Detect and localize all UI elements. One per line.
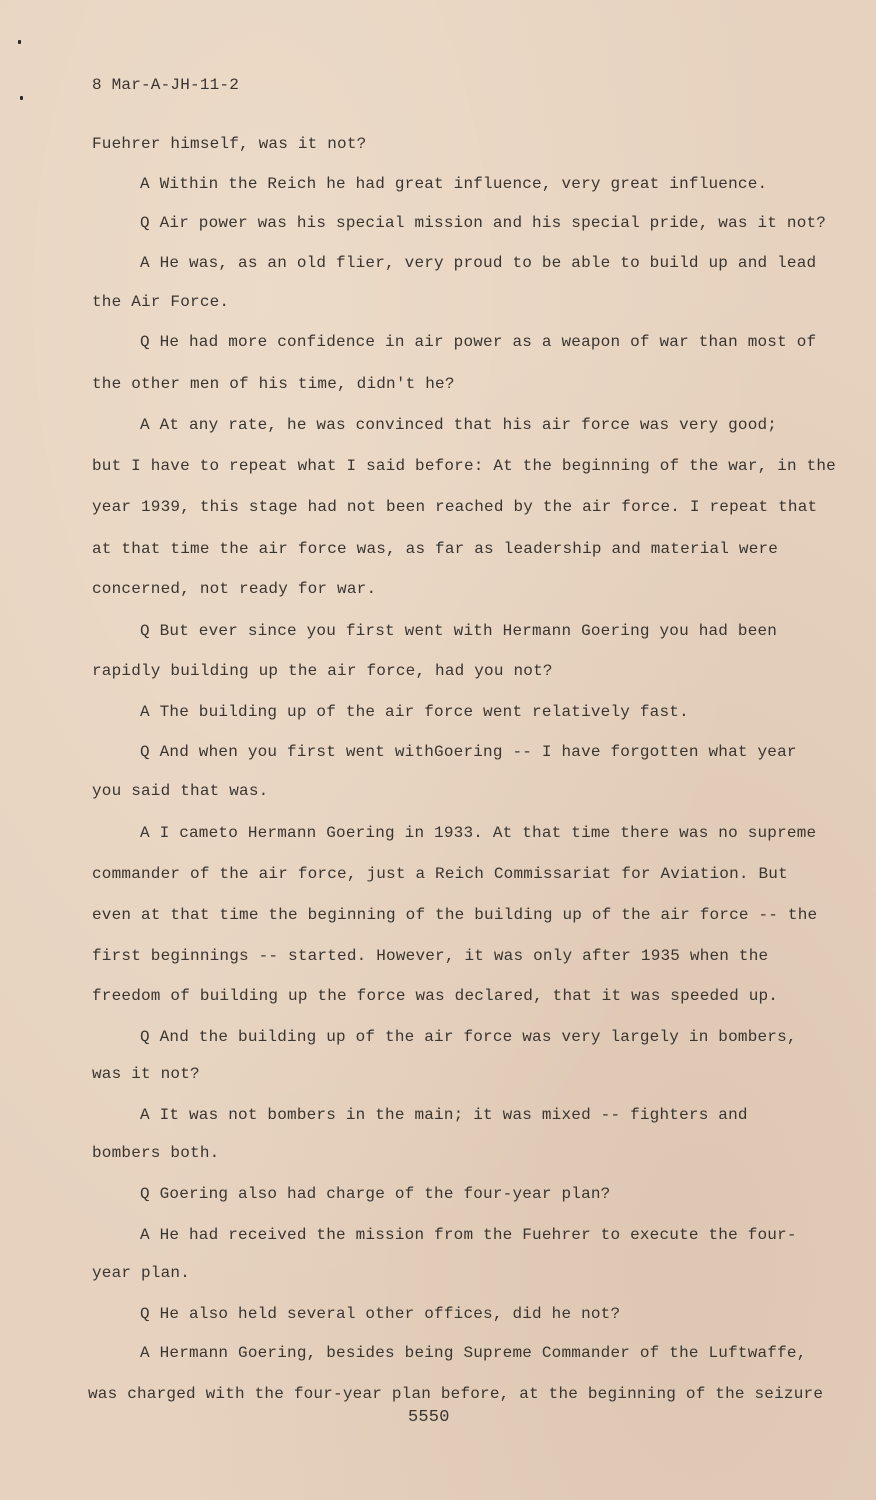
transcript-line: A I cameto Hermann Goering in 1933. At that time there was no supreme <box>140 824 817 842</box>
transcript-line: A It was not bombers in the main; it was mixed -- fighters and <box>140 1106 748 1124</box>
transcript-line: A At any rate, he was convinced that his air force was very good; <box>140 416 778 434</box>
margin-mark <box>20 96 23 100</box>
transcript-line: A Hermann Goering, besides being Supreme Commander of the Luftwaffe, <box>140 1344 807 1362</box>
transcript-line: was it not? <box>92 1065 200 1083</box>
transcript-line: you said that was. <box>92 782 269 800</box>
transcript-line: Q He also held several other offices, did he not? <box>140 1305 621 1323</box>
transcript-line: Q He had more confidence in air power as a weapon of war than most of <box>140 333 817 351</box>
transcript-line: year 1939, this stage had not been reached by the air force. I repeat that <box>92 498 818 516</box>
transcript-line: Q Goering also had charge of the four-year plan? <box>140 1185 611 1203</box>
transcript-line: the other men of his time, didn't he? <box>92 375 455 393</box>
transcript-line: Fuehrer himself, was it not? <box>92 135 367 153</box>
margin-mark <box>18 40 21 44</box>
transcript-line: Q And the building up of the air force was very largely in bombers, <box>140 1028 797 1046</box>
page-number: 5550 <box>408 1408 450 1427</box>
transcript-line: the Air Force. <box>92 293 230 311</box>
transcript-line: rapidly building up the air force, had you not? <box>92 662 553 680</box>
transcript-line: Q Air power was his special mission and his special pride, was it not? <box>140 214 827 232</box>
transcript-line: A The building up of the air force went relatively fast. <box>140 703 689 721</box>
transcript-line: A He was, as an old flier, very proud to be able to build up and lead <box>140 254 817 272</box>
transcript-line: bombers both. <box>92 1144 220 1162</box>
transcript-line: freedom of building up the force was declared, that it was speeded up. <box>92 987 779 1005</box>
transcript-line: concerned, not ready for war. <box>92 580 377 598</box>
transcript-line: A Within the Reich he had great influence, very great influence. <box>140 175 768 193</box>
transcript-line: Q But ever since you first went with Hermann Goering you had been <box>140 622 778 640</box>
transcript-line: even at that time the beginning of the building up of the air force -- the <box>92 906 818 924</box>
transcript-line: was charged with the four-year plan before, at the beginning of the seizure <box>88 1385 824 1403</box>
transcript-line: first beginnings -- started. However, it was only after 1935 when the <box>92 947 769 965</box>
transcript-line: year plan. <box>92 1264 191 1282</box>
transcript-line: A He had received the mission from the Fuehrer to execute the four- <box>140 1226 797 1244</box>
transcript-line: Q And when you first went withGoering -- I have forgotten what year <box>140 743 797 761</box>
transcript-line: but I have to repeat what I said before: At the beginning of the war, in the <box>92 457 836 475</box>
transcript-line: commander of the air force, just a Reich Commissariat for Aviation. But <box>92 865 788 883</box>
transcript-line: at that time the air force was, as far as leadership and material were <box>92 540 779 558</box>
page-reference: 8 Mar-A-JH-11-2 <box>92 76 240 94</box>
